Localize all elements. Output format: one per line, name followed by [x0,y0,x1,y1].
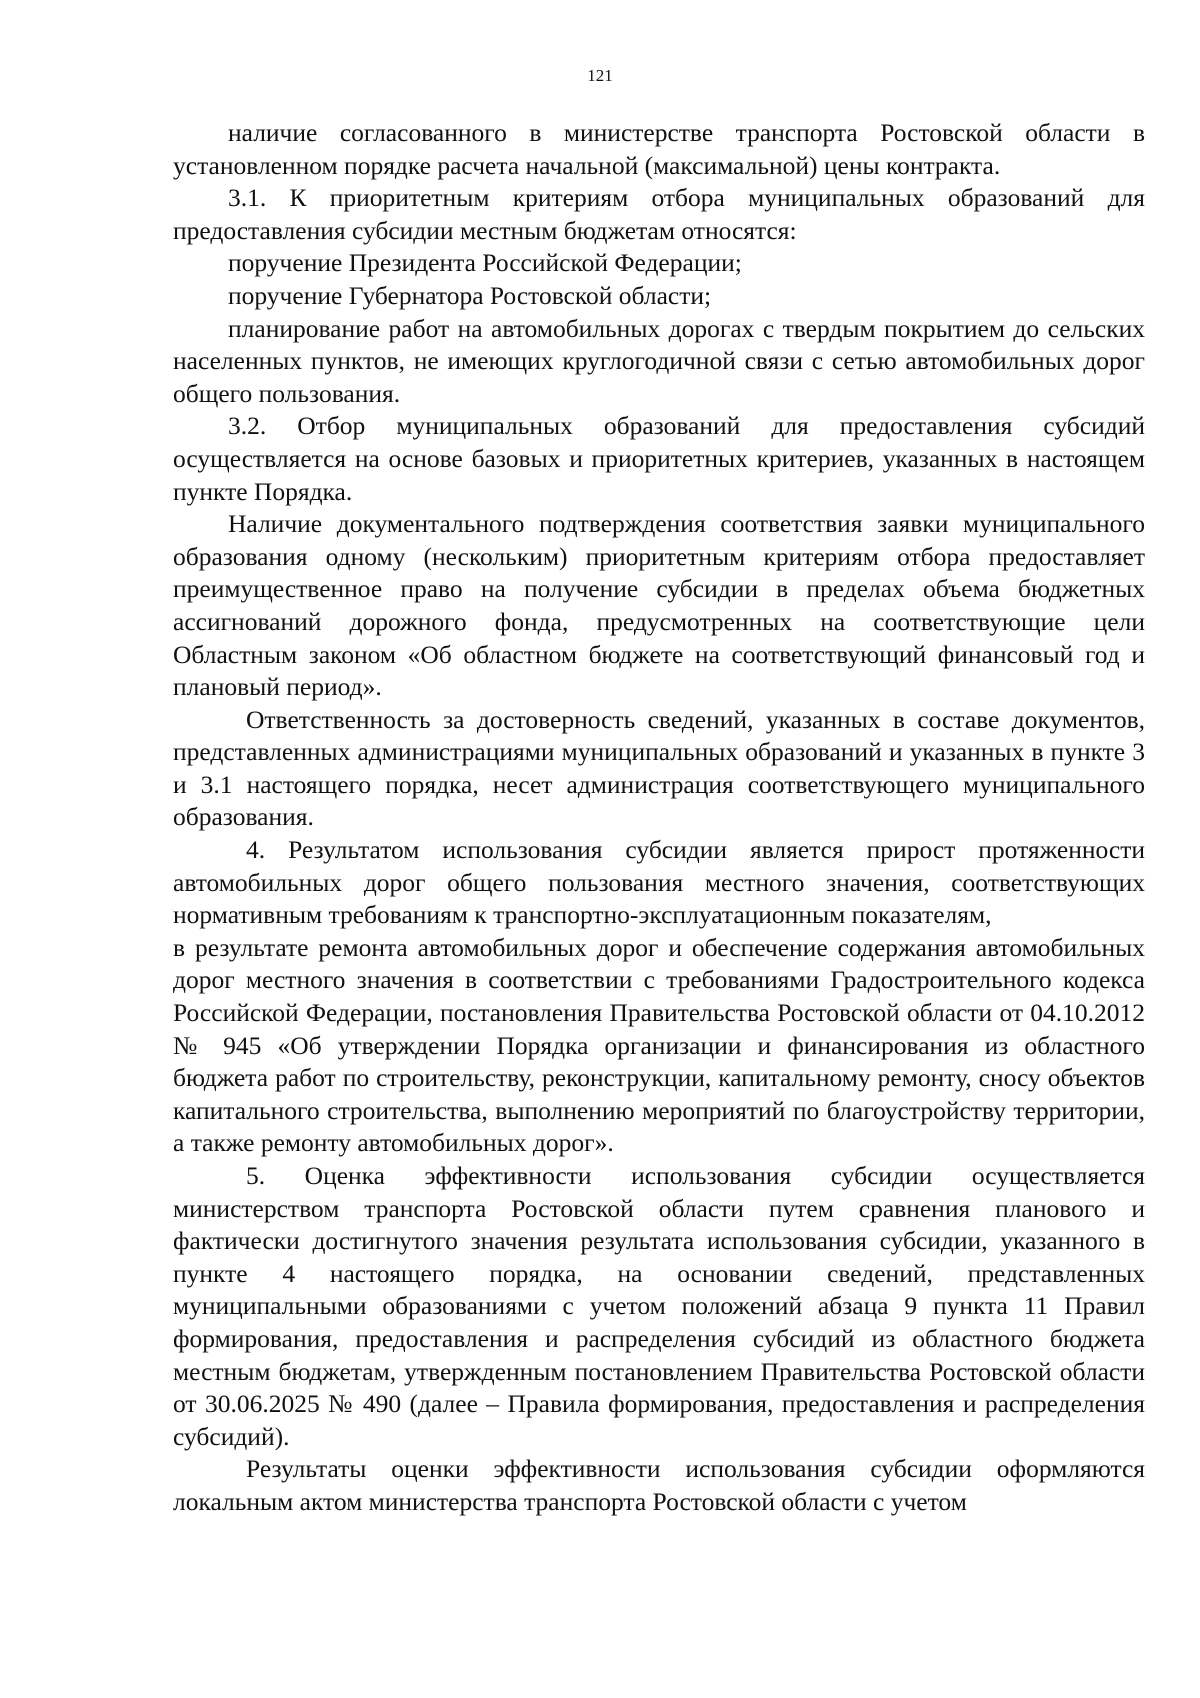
paragraph: наличие согласованного в министерстве транспорта Ростовской области в установленном порядке расчета начальной (максимальной) цены контракта. [173,118,1145,180]
paragraph: поручение Президента Российской Федерации; [228,248,742,278]
paragraph: планирование работ на автомобильных дорогах с твердым покрытием до сельских населенных пунктов, не имеющих круглогодичной связи с сетью автомобильных дорог общего пользования. [173,313,1145,408]
paragraph: в результате ремонта автомобильных дорог и обеспечение содержания автомобильных дорог местного значения в соответствии с требованиями Градостроительного кодекса Российской Федерации, постановления Правительства Ростовской области от 04.10.2012 № 945 «Об утверждении Порядка организации и финансирования из областного бюджета работ по строительству, реконструкции, капитальному ремонту, сносу объектов капитального строительства, выполнению мероприятий по благоустройству территории, а также ремонту автомобильных дорог». [173,932,1145,1158]
paragraph: Результаты оценки эффективности использования субсидии оформляются локальным актом министерства транспорта Ростовской области с учетом [173,1454,1145,1516]
document-body [173,117,1145,1519]
paragraph: 4. Результатом использования субсидии является прирост протяженности автомобильных дорог общего пользования местного значения, соответствующих нормативным требованиям к транспортно-эксплуатационным показателям, [173,835,1145,930]
paragraph: поручение Губернатора Ростовской области; [228,280,712,310]
paragraph: 5. Оценка эффективности использования субсидии осуществляется министерством транспорта Ростовской области путем сравнения планового и фактически достигнутого значения результата использования субсидии, указанного в пункте 4 настоящего порядка, на основании сведений, представленных муниципальными образованиями с учетом положений абзаца 9 пункта 11 Правил формирования, предоставления и распределения субсидий из областного бюджета местным бюджетам, утвержденным постановлением Правительства Ростовской области от 30.06.2025 № 490 (далее – Правила формирования, предоставления и распределения субсидий). [173,1161,1145,1451]
paragraph: 3.1. К приоритетным критериям отбора муниципальных образований для предоставления субсидии местным бюджетам относятся: [173,183,1145,245]
paragraph: 3.2. Отбор муниципальных образований для предоставления субсидий осуществляется на основе базовых и приоритетных критериев, указанных в настоящем пункте Порядка. [173,411,1145,506]
paragraph: Наличие документального подтверждения соответствия заявки муниципального образования одному (нескольким) приоритетным критериям отбора предоставляет преимущественное право на получение субсидии в пределах объема бюджетных ассигнований дорожного фонда, предусмотренных на соответствующие цели Областным законом «Об областном бюджете на соответствующий финансовый год и плановый период». [173,509,1145,702]
page-number: 121 [587,66,613,85]
paragraph: Ответственность за достоверность сведений, указанных в составе документов, представленных администрациями муниципальных образований и указанных в пункте 3 и 3.1 настоящего порядка, несет администрация соответствующего муниципального образования. [173,704,1145,832]
